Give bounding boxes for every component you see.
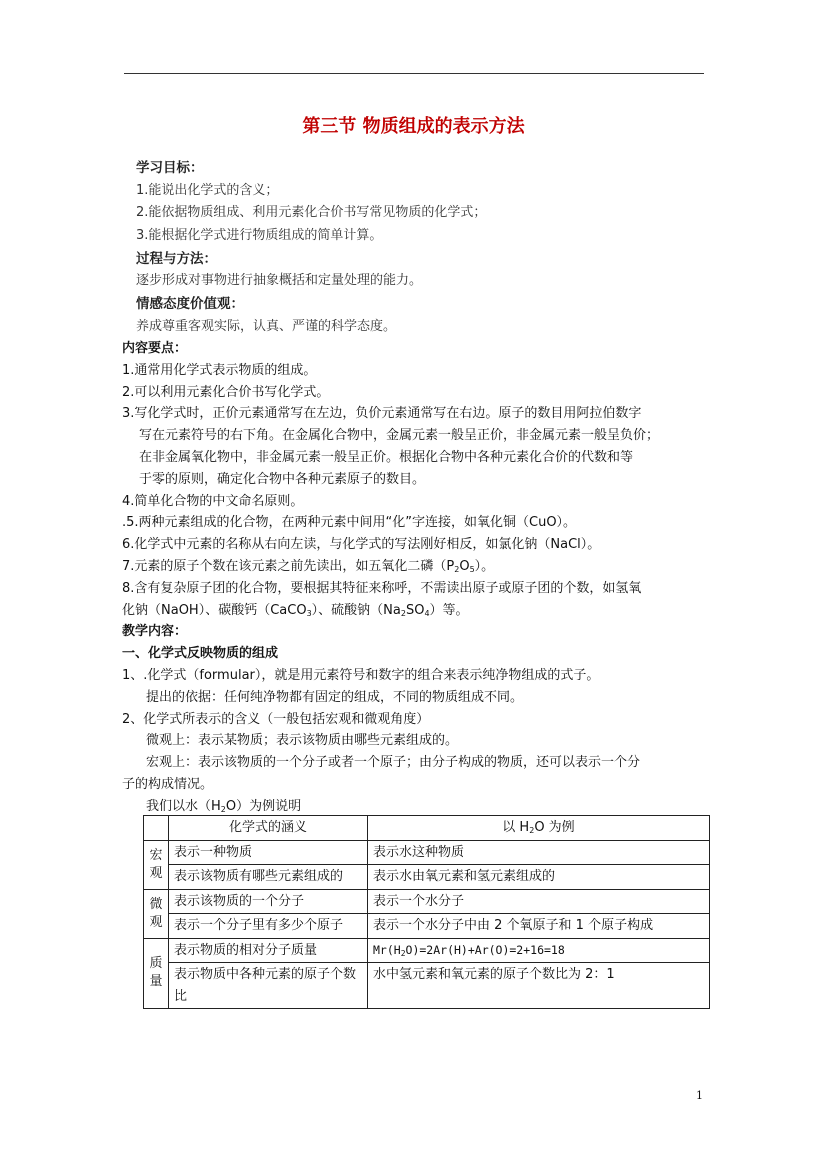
table-cell: 表示一个水分子 xyxy=(368,889,710,914)
subscript: 5 xyxy=(469,564,475,574)
key-point: 4.简单化合物的中文命名原则。 xyxy=(122,493,304,509)
process-text: 逐步形成对事物进行抽象概括和定量处理的能力。 xyxy=(136,273,423,289)
subscript: 2 xyxy=(400,608,406,618)
key-point-continued: 写在元素符号的右下角。在金属化合物中，金属元素一般呈正价，非金属元素一般呈负价； xyxy=(139,428,660,444)
table-cell: 表示水这种物质 xyxy=(368,840,710,865)
teaching-text: 提出的依据：任何纯净物都有固定的组成，不同的物质组成不同。 xyxy=(146,689,524,705)
goal-item: 3.能根据化学式进行物质组成的简单计算。 xyxy=(136,228,383,244)
table-header-cell xyxy=(368,816,710,841)
table-cell: 表示该物质有哪些元素组成的 xyxy=(169,865,368,890)
key-point-continued: 于零的原则，确定化合物中各种元素原子的数目。 xyxy=(139,471,426,487)
formula-text: Mr(H xyxy=(373,942,401,957)
subscript: 2 xyxy=(400,948,406,958)
subscript: 2 xyxy=(529,826,535,835)
key-point-text: ）、硫酸钠（Na xyxy=(311,602,401,618)
table-row xyxy=(144,889,710,914)
teaching-heading: 教学内容： xyxy=(122,624,188,640)
table-row xyxy=(144,865,710,890)
key-point xyxy=(122,556,712,578)
main-content xyxy=(122,338,712,818)
key-point-text: 化钠（NaOH）、碳酸钙（CaCO xyxy=(122,602,307,618)
key-point: 6.化学式中元素的名称从右向左读，与化学式的写法刚好相反，如氯化钠（NaCl）。 xyxy=(122,537,601,553)
key-point-continued: 在非金属氧化物中，非金属元素一般呈正价。根据化合物中各种元素化合价的代数和等 xyxy=(139,449,634,465)
header-rule xyxy=(124,73,704,74)
key-point-text: 7.元素的原子个数在该元素之前先读出，如五氧化二磷（P xyxy=(122,558,455,574)
key-point: 8.含有复杂原子团的化合物，要根据其特征来称呼，不需读出原子或原子团的个数，如氢氧 xyxy=(122,580,642,596)
table-cell xyxy=(368,938,710,963)
table-row xyxy=(144,963,710,1009)
key-points-heading: 内容要点： xyxy=(122,341,188,356)
formula-meaning-table xyxy=(143,815,710,1009)
goal-item: 1.能说出化学式的含义； xyxy=(136,182,279,198)
table-cell: 表示物质的相对分子质量 xyxy=(169,938,368,963)
teaching-text: 宏观上：表示该物质的一个分子或者一个原子；由分子构成的物质，还可以表示一个分 xyxy=(146,755,641,771)
key-point: 3.写化学式时，正价元素通常写在左边，负价元素通常写在右边。原子的数目用阿拉伯数字 xyxy=(122,406,642,422)
category-cell: 质量 xyxy=(144,938,169,1009)
table-header-cell: 化学式的涵义 xyxy=(169,816,368,841)
table-cell: 表示水由氧元素和氢元素组成的 xyxy=(368,865,710,890)
key-point: 1.通常用化学式表示物质的组成。 xyxy=(122,362,317,378)
goal-item: 2.能依据物质组成、利用元素化合价书写常见物质的化学式； xyxy=(136,205,487,221)
key-point-text: ）。 xyxy=(474,558,495,574)
subscript: 2 xyxy=(220,804,226,814)
table-cell: 表示一个分子里有多少个原子 xyxy=(169,914,368,939)
teaching-text: 子的构成情况。 xyxy=(122,776,214,792)
page-number: 1 xyxy=(696,1089,703,1102)
attitude-heading: 情感态度价值观： xyxy=(136,296,244,313)
subscript: 4 xyxy=(424,608,430,618)
teaching-item: 1、.化学式（formular），就是用元素符号和数字的组合来表示纯净物组成的式子。 xyxy=(122,667,600,683)
learning-goals-block xyxy=(136,157,696,339)
process-heading: 过程与方法： xyxy=(136,250,217,267)
teaching-text-part: 我们以水（H xyxy=(146,798,221,814)
table-cell: 表示一个水分子中由 2 个氧原子和 1 个原子构成 xyxy=(368,914,710,939)
teaching-text-part: O）为例说明 xyxy=(225,798,302,814)
formula-text: O)=2Ar(H)+Ar(O)=2+16=18 xyxy=(405,942,565,957)
table-row xyxy=(144,938,710,963)
category-cell: 微观 xyxy=(144,889,169,938)
table-header-row xyxy=(144,816,710,841)
subscript: 2 xyxy=(454,564,460,574)
teaching-item: 2、化学式所表示的含义（一般包括宏观和微观角度） xyxy=(122,711,430,727)
goals-heading: 学习目标： xyxy=(136,160,204,176)
table-cell: 表示物质中各种元素的原子个数比 xyxy=(169,963,368,1009)
header-text: O 为例 xyxy=(534,820,575,835)
section-heading: 一、化学式反映物质的组成 xyxy=(122,646,279,662)
table-cell: 表示该物质的一个分子 xyxy=(169,889,368,914)
attitude-text: 养成尊重客观实际，认真、严谨的科学态度。 xyxy=(136,318,397,334)
table-corner-cell xyxy=(144,816,169,841)
key-point: .5.两种元素组成的化合物，在两种元素中间用“化”字连接，如氧化铜（CuO）。 xyxy=(122,515,577,531)
table-row xyxy=(144,914,710,939)
teaching-text: 微观上：表示某物质；表示该物质由哪些元素组成的。 xyxy=(146,733,459,749)
table-cell: 表示一种物质 xyxy=(169,840,368,865)
category-cell: 宏观 xyxy=(144,840,169,889)
key-point-text: SO xyxy=(405,602,425,618)
table-cell: 水中氢元素和氧元素的原子个数比为 2：1 xyxy=(368,963,710,1009)
key-point-continued xyxy=(122,600,712,622)
key-point-text: ）等。 xyxy=(429,602,469,618)
subscript: 3 xyxy=(306,608,312,618)
header-text: 以 H xyxy=(502,820,530,835)
page-title: 第三节 物质组成的表示方法 xyxy=(302,116,525,137)
key-point-text: O xyxy=(459,558,470,574)
table-row xyxy=(144,840,710,865)
key-point: 2.可以利用元素化合价书写化学式。 xyxy=(122,384,330,400)
